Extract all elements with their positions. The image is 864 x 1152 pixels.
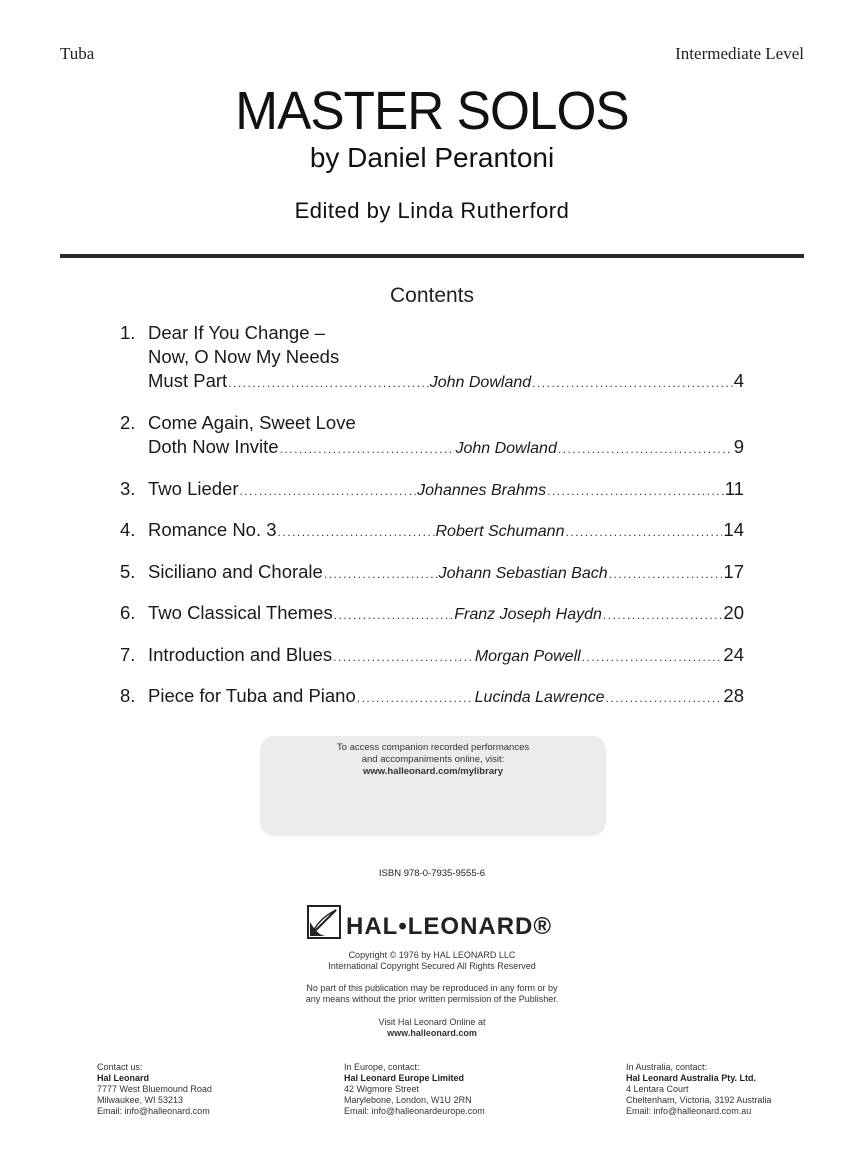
access-text-line: and accompaniments online, visit: — [361, 754, 505, 765]
toc-item-3 — [120, 478, 744, 502]
isbn: ISBN 978-0-7935-9555-6 — [378, 868, 486, 879]
toc-leader-dots — [565, 525, 722, 539]
toc-page-number: 14 — [723, 519, 744, 540]
toc-title-line: Siciliano and Chorale — [148, 561, 323, 582]
toc-leader-dots — [582, 650, 723, 664]
toc-title-line: Come Again, Sweet Love — [148, 412, 356, 433]
editor-line: Edited by Linda Rutherford — [294, 198, 570, 223]
toc-number: 1. — [120, 322, 136, 343]
toc-composer: John Dowland — [455, 440, 557, 457]
toc-number: 4. — [120, 519, 136, 540]
toc-composer: Robert Schumann — [435, 523, 565, 540]
toc-leader-dots — [603, 608, 723, 622]
visit-line: Visit Hal Leonard Online at — [378, 1017, 486, 1027]
mylibrary-link[interactable]: www.halleonard.com/mylibrary — [362, 766, 504, 777]
toc-row — [120, 436, 744, 460]
contact-email[interactable]: Email: info@halleonard.com — [97, 1106, 210, 1116]
toc-number: 6. — [120, 602, 136, 623]
toc-leader-dots — [606, 691, 723, 705]
toc-leader-dots — [532, 376, 733, 390]
toc-leader-dots — [558, 442, 733, 456]
toc-leader-dots — [278, 525, 435, 539]
book-title: MASTER SOLOS — [235, 81, 629, 141]
toc-item-5 — [120, 561, 744, 585]
toc-leader-dots — [240, 484, 417, 498]
toc-leader-dots — [280, 442, 455, 456]
contact-address: Marylebone, London, W1U 2RN — [344, 1095, 472, 1105]
contact-email[interactable]: Email: info@halleonardeurope.com — [344, 1106, 485, 1116]
toc-leader-dots — [333, 650, 474, 664]
toc-row — [120, 412, 744, 436]
toc-number: 5. — [120, 561, 136, 582]
contents-heading: Contents — [389, 284, 475, 307]
toc-leader-dots — [609, 567, 723, 581]
toc-row — [120, 370, 744, 394]
toc-page-number: 4 — [733, 370, 744, 391]
toc-composer: Franz Joseph Haydn — [454, 606, 602, 623]
toc-leader-dots — [228, 376, 429, 390]
contact-address: 7777 West Bluemound Road — [97, 1084, 212, 1094]
toc-composer: Johann Sebastian Bach — [438, 565, 608, 582]
visit-block — [0, 1017, 864, 1039]
toc-title-line: Introduction and Blues — [148, 644, 333, 665]
toc-title-line: Dear If You Change – — [148, 322, 325, 343]
instrument-label: Tuba — [60, 44, 95, 63]
toc-leader-dots — [547, 484, 724, 498]
toc-item-8 — [120, 685, 744, 709]
contact-address: 42 Wigmore Street — [344, 1084, 420, 1094]
copyright-line: Copyright © 1976 by HAL LEONARD LLC — [348, 950, 516, 960]
hal-leonard-logo-mark — [306, 902, 558, 942]
toc-number: 7. — [120, 644, 136, 665]
toc-title-line: Now, O Now My Needs — [148, 346, 340, 367]
contact-us — [97, 1062, 212, 1117]
notice-line: any means without the prior written permission of the Publisher. — [305, 994, 559, 1004]
toc-number: 3. — [120, 478, 136, 499]
toc-title-line: Two Classical Themes — [148, 602, 333, 623]
toc-title-line: Romance No. 3 — [148, 519, 277, 540]
contact-australia — [626, 1062, 771, 1117]
copyright-line: International Copyright Secured All Rights Reserved — [328, 961, 536, 971]
toc-title-line: Doth Now Invite — [148, 436, 279, 457]
toc-composer: John Dowland — [429, 374, 532, 391]
online-access-box — [260, 736, 606, 836]
toc-page-number: 28 — [723, 685, 744, 706]
toc-item-4 — [120, 519, 744, 543]
halleonard-link[interactable]: www.halleonard.com — [387, 1028, 477, 1038]
contact-address: 4 Lentara Court — [626, 1084, 689, 1094]
author-line: by Daniel Perantoni — [309, 142, 555, 173]
toc-page-number: 20 — [723, 602, 744, 623]
toc-row — [120, 322, 744, 346]
toc-page-number: 11 — [724, 478, 744, 499]
toc-page-number: 17 — [723, 561, 744, 582]
contact-name: Hal Leonard Australia Pty. Ltd. — [626, 1073, 757, 1083]
toc-leader-dots — [324, 567, 438, 581]
toc-leader-dots — [357, 691, 474, 705]
contact-name: Hal Leonard — [97, 1073, 150, 1083]
toc-page-number: 24 — [723, 644, 744, 665]
toc-composer: Lucinda Lawrence — [474, 689, 605, 706]
copyright-block — [0, 950, 864, 972]
toc-composer: Morgan Powell — [474, 648, 581, 665]
toc-leader-dots — [334, 608, 454, 622]
contact-heading: In Europe, contact: — [344, 1062, 420, 1072]
contact-address: Cheltenham, Victoria, 3192 Australia — [626, 1095, 772, 1105]
level-label: Intermediate Level — [675, 44, 804, 63]
contact-europe — [344, 1062, 485, 1117]
toc-page-number: 9 — [733, 436, 745, 457]
toc-title-line: Piece for Tuba and Piano — [148, 685, 356, 706]
contact-address: Milwaukee, WI 53213 — [97, 1095, 184, 1105]
contact-heading: In Australia, contact: — [626, 1062, 708, 1072]
notice-line: No part of this publication may be reproduced in any form or by — [306, 983, 558, 993]
hal-leonard-logo — [306, 902, 558, 942]
toc-item-7 — [120, 644, 744, 668]
contact-email[interactable]: Email: info@halleonard.com.au — [626, 1106, 752, 1116]
access-text-line: To access companion recorded performances — [336, 742, 530, 753]
reproduction-notice — [0, 983, 864, 1005]
divider-rule — [60, 254, 804, 258]
toc-item-6 — [120, 602, 744, 626]
toc-composer: Johannes Brahms — [417, 482, 547, 499]
logo-text: HAL•LEONARD® — [346, 913, 553, 940]
contact-name: Hal Leonard Europe Limited — [344, 1073, 465, 1083]
toc-number: 8. — [120, 685, 136, 706]
toc-title-line: Two Lieder — [148, 478, 239, 499]
toc-title-line: Must Part — [148, 370, 228, 391]
toc-number: 2. — [120, 412, 136, 433]
contact-heading: Contact us: — [97, 1062, 143, 1072]
